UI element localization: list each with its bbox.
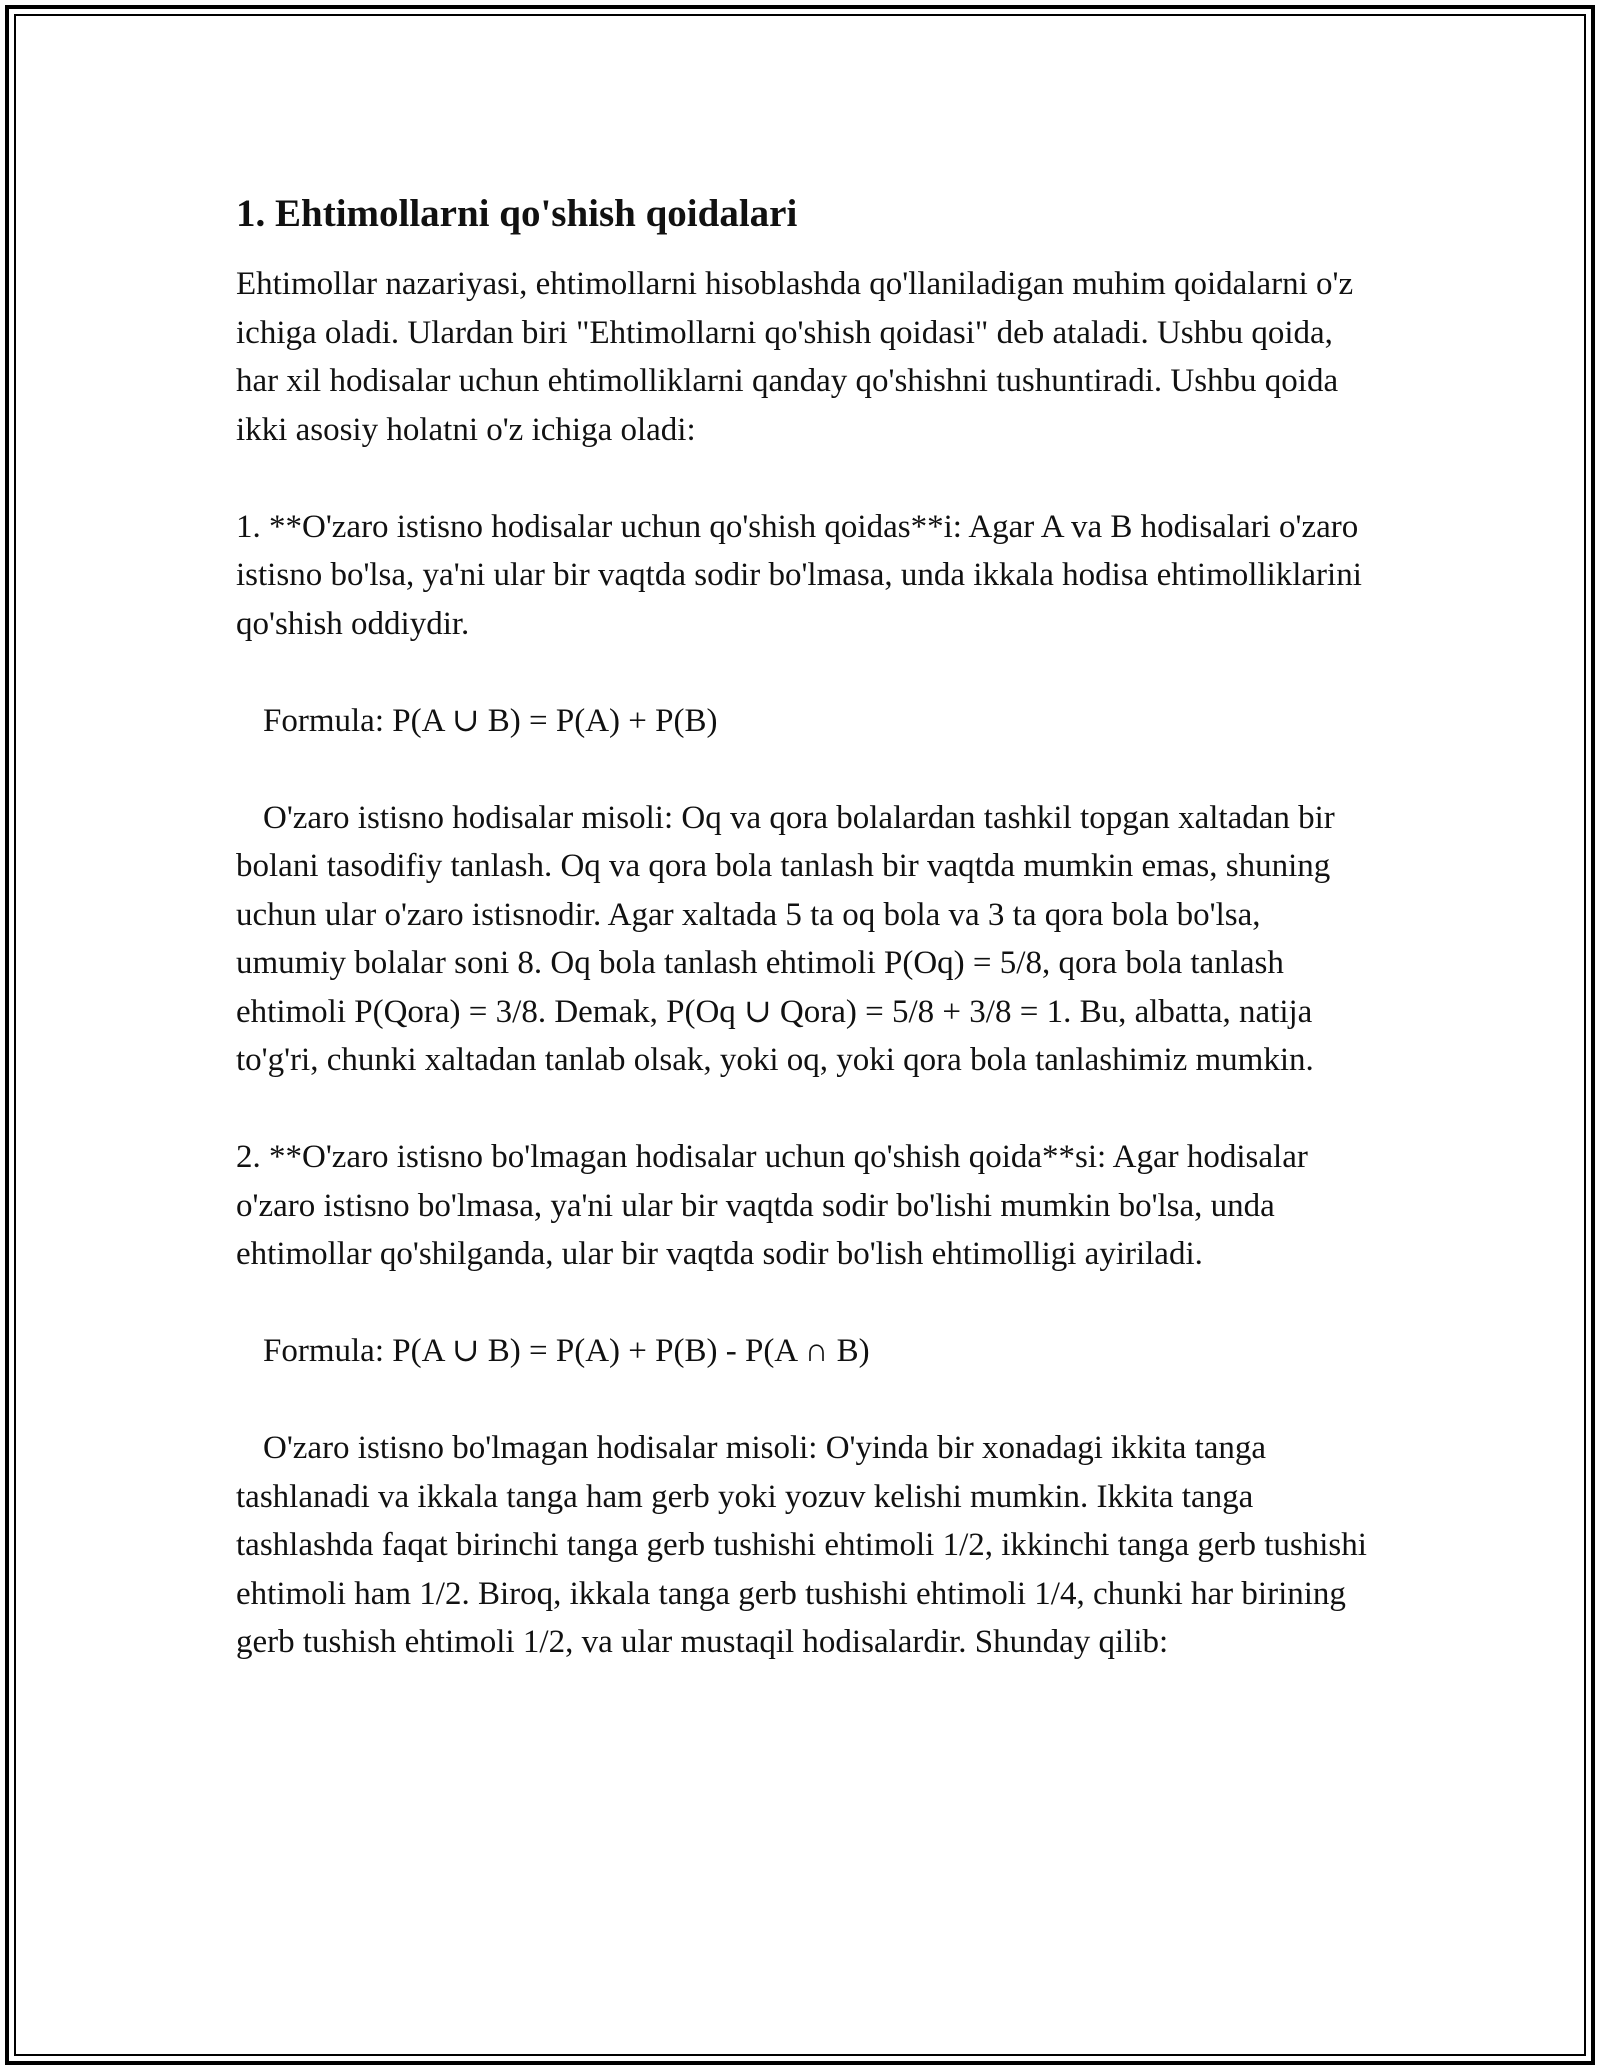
rule2-paragraph: 2. **O'zaro istisno bo'lmagan hodisalar uchun qo'shish qoida**si: Agar hodisalar o'zaro istisno bo'lmasa, ya'ni ular bir vaqtda sodir bo'lishi mumkin bo'lsa, unda ehtimollar qo'shilganda, ular bir vaqtda sodir bo'lish ehtimolligi ayiriladi. — [236, 1139, 1308, 1272]
intro-paragraph: Ehtimollar nazariyasi, ehtimollarni hisoblashda qo'llaniladigan muhim qoidalarni o'z ichiga oladi. Ulardan biri "Ehtimollarni qo'shish qoidasi" deb ataladi. Ushbu qoida, har xil hodisalar uchun ehtimolliklarni qanday qo'shishni tushuntiradi. Ushbu qoida ikki asosiy holatni o'z ichiga oladi: — [236, 266, 1354, 448]
rule2-example-text: O'zaro istisno bo'lmagan hodisalar misoli: O'yinda bir xonadagi ikkita tanga tashlanadi va ikkala tanga ham gerb yoki yozuv kelishi mumkin. Ikkita tanga tashlashda faqat birinchi tanga gerb tushishi ehtimoli 1/2, ikkinchi tanga gerb tushishi ehtimoli ham 1/2. Biroq, ikkala tanga gerb tushishi ehtimoli 1/4, chunki har birining gerb tushish ehtimoli 1/2, va ular mustaqil hodisalardir. Shunday qilib: — [236, 1430, 1367, 1660]
paragraph-gap — [236, 1085, 1376, 1134]
paragraph-gap — [236, 648, 1376, 697]
rule1-formula: Formula: P(A ∪ B) = P(A) + P(B) — [263, 702, 718, 739]
rule2-example — [236, 1424, 1376, 1667]
paragraph-gap — [236, 454, 1376, 503]
paragraph-gap — [236, 1279, 1376, 1328]
paragraph-gap — [236, 745, 1376, 794]
rule1-example-text: O'zaro istisno hodisalar misoli: Oq va qora bolalardan tashkil topgan xaltadan bir bolani tasodifiy tanlash. Oq va qora bola tanlash bir vaqtda mumkin emas, shuning uchun ular o'zaro istisnodir. Agar xaltada 5 ta oq bola va 3 ta qora bola bo'lsa, umumiy bolalar soni 8. Oq bola tanlash ehtimoli P(Oq) = 5/8, qora bola tanlash ehtimoli P(Qora) = 3/8. Demak, P(Oq ∪ Qora) = 5/8 + 3/8 = 1. Bu, albatta, natija to'g'ri, chunki xaltadan tanlab olsak, yoki oq, yoki qora bola tanlashimiz mumkin. — [236, 799, 1335, 1078]
rule2-formula: Formula: P(A ∪ B) = P(A) + P(B) - P(A ∩ B) — [263, 1333, 870, 1369]
document-body — [236, 186, 1376, 1667]
rule1-paragraph: 1. **O'zaro istisno hodisalar uchun qo'shish qoidas**i: Agar A va B hodisalari o'zaro istisno bo'lsa, ya'ni ular bir vaqtda sodir bo'lmasa, unda ikkala hodisa ehtimolliklarini qo'shish oddiydir. — [236, 508, 1362, 642]
section-heading: 1. Ehtimollarni qo'shish qoidalari — [236, 192, 798, 235]
paragraph-gap — [236, 1376, 1376, 1425]
rule1-example — [236, 794, 1376, 1085]
